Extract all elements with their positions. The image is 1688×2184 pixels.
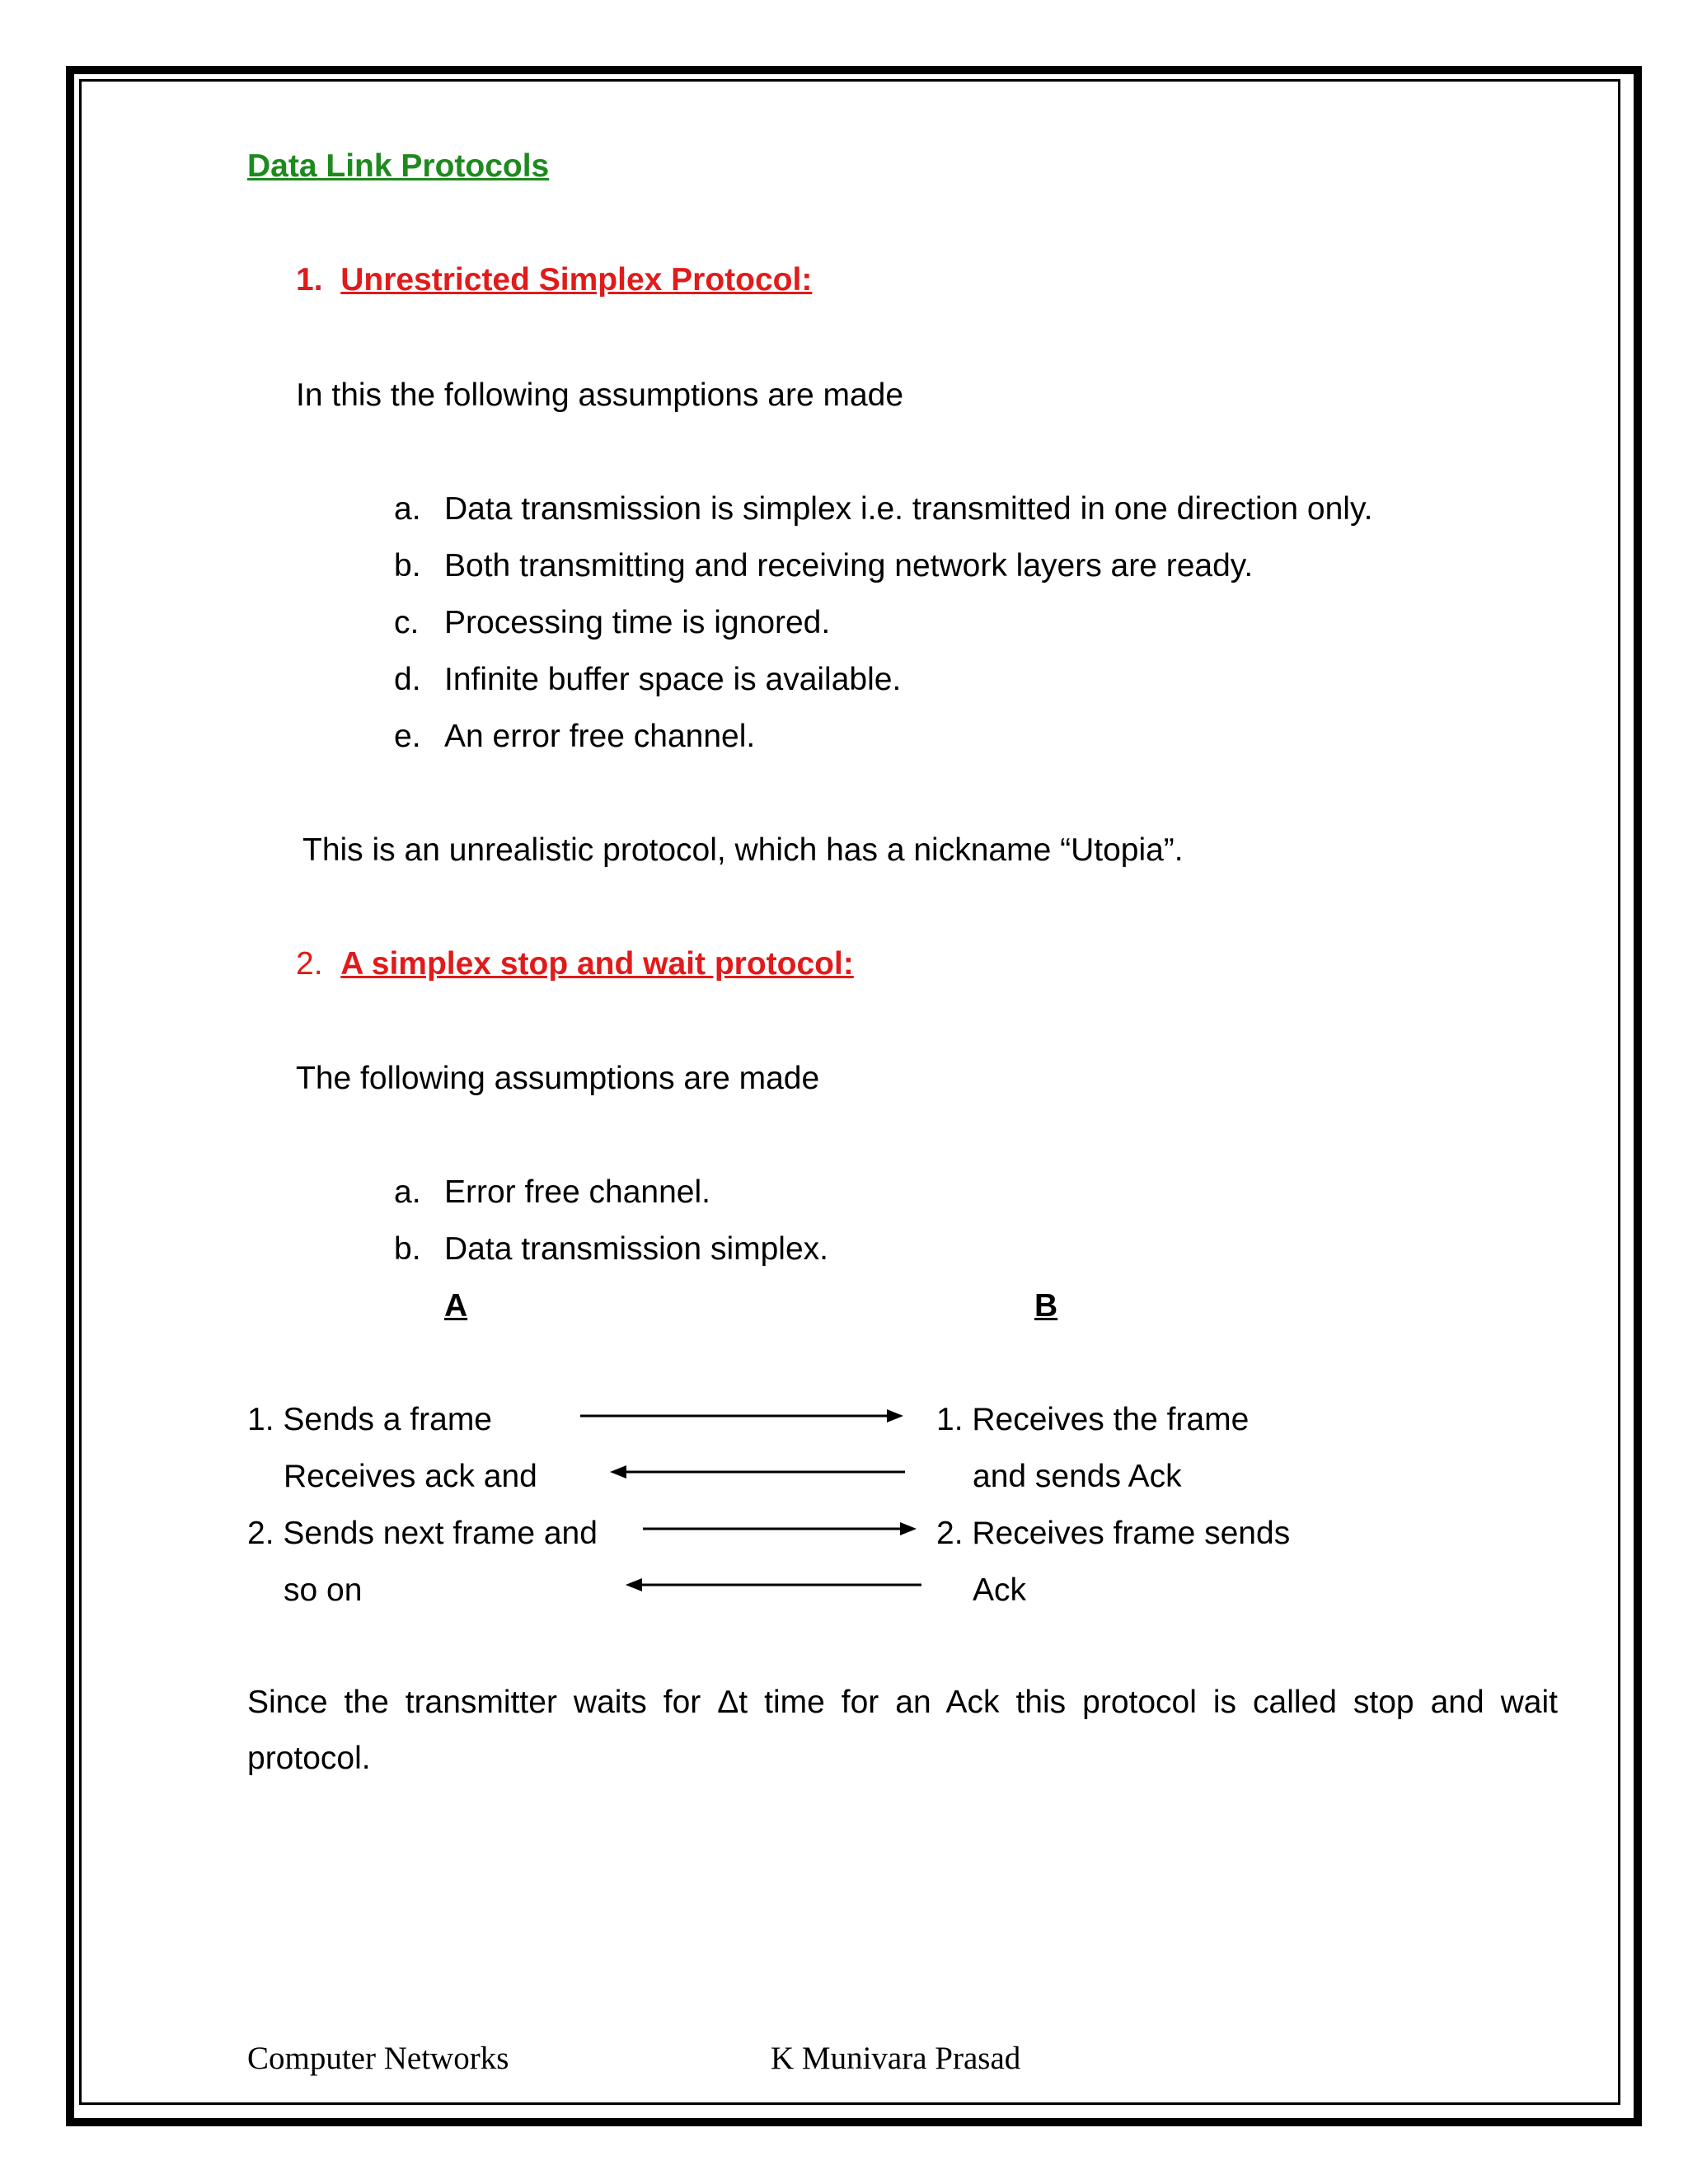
diagram-right-line-1: 1. Receives the frame (936, 1402, 1250, 1437)
section1-item-c: Processing time is ignored. (444, 605, 831, 640)
arrow-left-1-head (610, 1465, 626, 1479)
section1-title: Unrestricted Simplex Protocol: (340, 262, 813, 298)
arrow-right-1-head (887, 1409, 903, 1422)
footer-right: K Munivara Prasad (771, 2041, 1021, 2076)
section1-item-d: Infinite buffer space is available. (444, 662, 902, 697)
diagram-right-line-3: 2. Receives frame sends (936, 1516, 1291, 1551)
section1-number: 1. (296, 262, 323, 298)
diagram-right-line-4: Ack (973, 1572, 1027, 1608)
section2-title: A simplex stop and wait protocol: (340, 946, 854, 982)
section1-marker-c: c. (394, 605, 420, 640)
section2-item-a: Error free channel. (444, 1174, 710, 1210)
section1-marker-d: d. (394, 662, 421, 697)
footer-left: Computer Networks (247, 2041, 509, 2076)
section1-note: This is an unrealistic protocol, which has a nickname “Utopia”. (302, 832, 1184, 868)
section1-marker-a: a. (394, 491, 421, 527)
section1-intro: In this the following assumptions are made (296, 377, 904, 413)
diagram-left-line-2: Receives ack and (284, 1459, 537, 1494)
section2-intro: The following assumptions are made (296, 1061, 820, 1096)
section2-marker-b: b. (394, 1231, 421, 1267)
section2-number: 2. (296, 946, 323, 982)
diagram-label-a: A (444, 1288, 468, 1324)
diagram-right-line-2: and sends Ack (973, 1459, 1182, 1494)
section2-marker-a: a. (394, 1174, 421, 1210)
diagram-label-b: B (1034, 1288, 1058, 1324)
section2-item-b: Data transmission simplex. (444, 1231, 828, 1267)
diagram-left-line-3: 2. Sends next frame and (247, 1516, 598, 1551)
section1-item-b: Both transmitting and receiving network layers are ready. (444, 548, 1254, 583)
diagram-left-line-4: so on (284, 1572, 363, 1608)
section1-marker-e: e. (394, 719, 421, 754)
diagram-left-line-1: 1. Sends a frame (247, 1402, 492, 1437)
arrow-right-2-head (900, 1522, 917, 1535)
section2-conclusion: Since the transmitter waits for Δt time for an Ack this protocol is called stop and wait protocol. (247, 1685, 1558, 1776)
arrow-left-2-head (626, 1578, 642, 1591)
section1-marker-b: b. (394, 548, 421, 583)
section1-item-e: An error free channel. (444, 719, 756, 754)
section1-item-a: Data transmission is simplex i.e. transmitted in one direction only. (444, 491, 1373, 527)
page-title: Data Link Protocols (247, 148, 550, 184)
